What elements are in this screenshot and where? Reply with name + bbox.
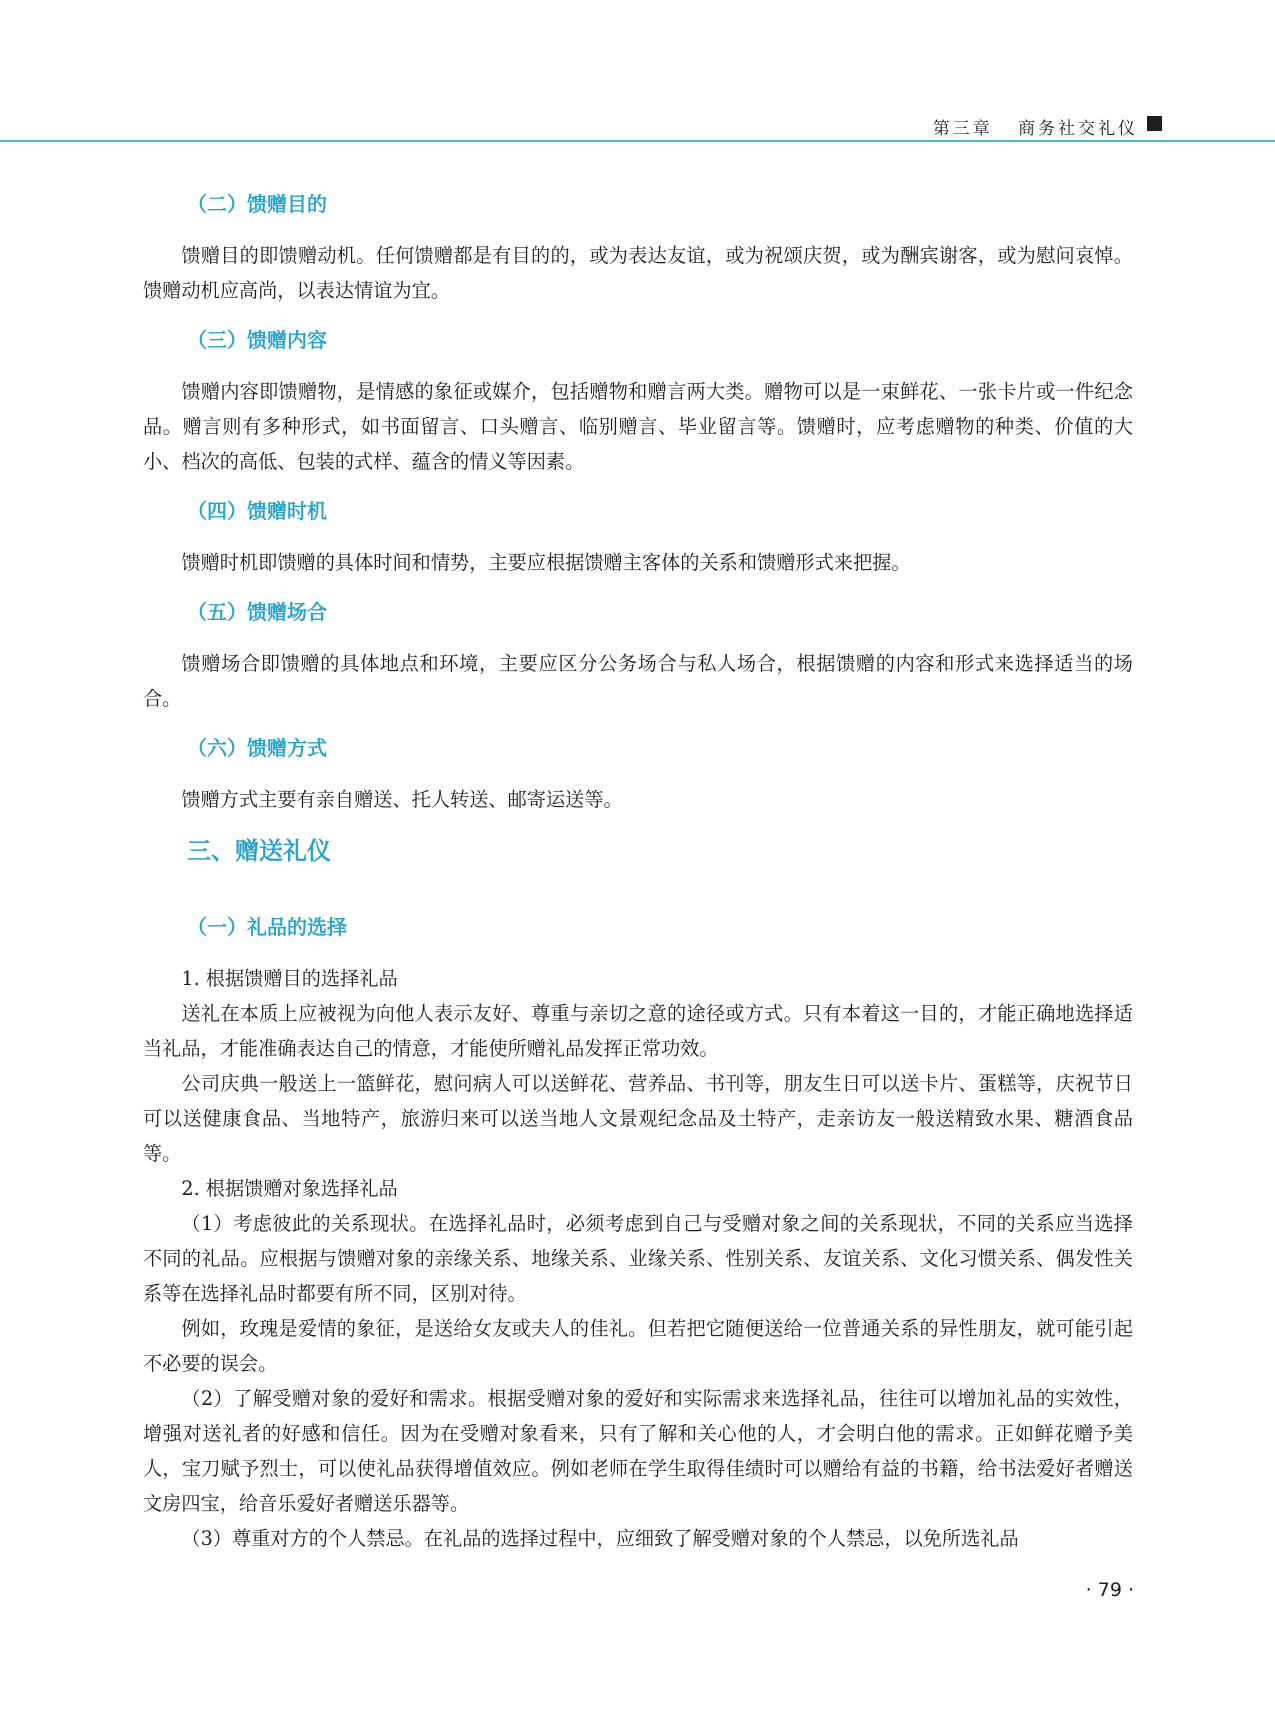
paragraph-relationship: （1）考虑彼此的关系现状。在选择礼品时，必须考虑到自己与受赠对象之间的关系现状，不同的关系应当选择不同的礼品。应根据与馈赠对象的亲缘关系、地缘关系、业缘关系、性别关系、友谊关系、文化习惯关系、偶发性关系等在选择礼品时都要有所不同，区别对待。 [143, 1212, 1133, 1305]
page-number: · 79 · [1085, 1579, 1134, 1601]
header-square-marker [1147, 116, 1162, 131]
header-title: 商务社交礼仪 [1018, 119, 1138, 139]
paragraph-purpose: 馈赠目的即馈赠动机。任何馈赠都是有目的的，或为表达友谊，或为祝颂庆贺，或为酬宾谢客，或为慰问哀悼。馈赠动机应高尚，以表达情谊为宜。 [143, 244, 1133, 302]
header-rule [0, 140, 1275, 142]
paragraph-gift-examples: 公司庆典一般送上一篮鲜花，慰问病人可以送鲜花、营养品、书刊等，朋友生日可以送卡片、蛋糕等，庆祝节日可以送健康食品、当地特产，旅游归来可以送当地人文景观纪念品及土特产，走亲访友一般送精致水果、糖酒食品等。 [143, 1072, 1133, 1165]
page-body [143, 186, 1133, 1556]
paragraph-subheading-2: 2. 根据馈赠对象选择礼品 [181, 1177, 398, 1200]
paragraph-rose-example: 例如，玫瑰是爱情的象征，是送给女友或夫人的佳礼。但若把它随便送给一位普通关系的异性朋友，就可能引起不必要的误会。 [143, 1317, 1133, 1375]
paragraph-timing: 馈赠时机即馈赠的具体时间和情势，主要应根据馈赠主客体的关系和馈赠形式来把握。 [181, 551, 911, 574]
paragraph-method: 馈赠方式主要有亲自赠送、托人转送、邮寄运送等。 [181, 788, 623, 811]
section-heading-purpose: （二）馈赠目的 [187, 192, 327, 216]
header-chapter-title [933, 114, 1138, 139]
paragraph-content: 馈赠内容即馈赠物，是情感的象征或媒介，包括赠物和赠言两大类。赠物可以是一束鲜花、一张卡片或一件纪念品。赠言则有多种形式，如书面留言、口头赠言、临别赠言、毕业留言等。馈赠时，应考虑赠物的种类、价值的大小、档次的高低、包装的式样、蕴含的情义等因素。 [143, 380, 1133, 473]
section-heading-content: （三）馈赠内容 [187, 328, 327, 352]
section-heading-gift-selection: （一）礼品的选择 [187, 915, 347, 939]
section-heading-occasion: （五）馈赠场合 [187, 600, 327, 624]
paragraph-taboos: （3）尊重对方的个人禁忌。在礼品的选择过程中，应细致了解受赠对象的个人禁忌，以免所选礼品 [181, 1527, 1019, 1550]
running-header [0, 0, 1275, 141]
paragraph-interests: （2）了解受赠对象的爱好和需求。根据受赠对象的爱好和实际需求来选择礼品，往往可以增加礼品的实效性，增强对送礼者的好感和信任。因为在受赠对象看来，只有了解和关心他的人，才会明白他的需求。正如鲜花赠予美人，宝刀赋予烈士，可以使礼品获得增值效应。例如老师在学生取得佳绩时可以赠给有益的书籍，给书法爱好者赠送文房四宝，给音乐爱好者赠送乐器等。 [143, 1387, 1133, 1515]
header-chapter: 第三章 [932, 119, 993, 139]
paragraph-gift-purpose: 送礼在本质上应被视为向他人表示友好、尊重与亲切之意的途径或方式。只有本着这一目的，才能正确地选择适当礼品，才能准确表达自己的情意，才能使所赠礼品发挥正常功效。 [143, 1002, 1133, 1060]
paragraph-occasion: 馈赠场合即馈赠的具体地点和环境，主要应区分公务场合与私人场合，根据馈赠的内容和形式来选择适当的场合。 [143, 652, 1133, 710]
chapter-section-heading: 三、赠送礼仪 [187, 837, 331, 865]
section-heading-method: （六）馈赠方式 [187, 736, 327, 760]
section-heading-timing: （四）馈赠时机 [187, 499, 327, 523]
paragraph-subheading-1: 1. 根据馈赠目的选择礼品 [181, 967, 398, 990]
